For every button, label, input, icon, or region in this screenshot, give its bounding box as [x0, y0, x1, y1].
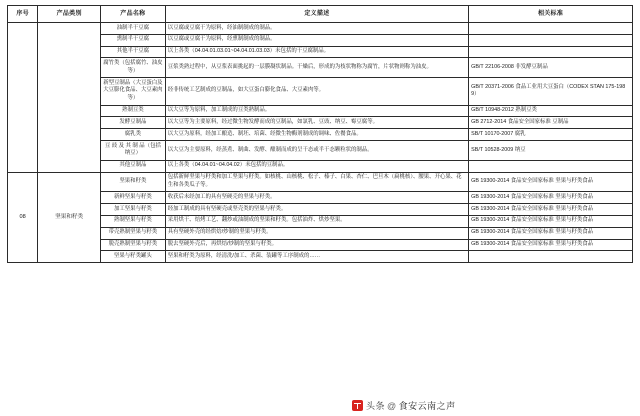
row-definition: 以大豆为主要原料，经蒸煮、制曲、发酵、酿制而成的呈干态或半干态颗粒状的制品。: [165, 141, 468, 161]
row-standard: GB 19300-2014 食品安全国家标准 坚果与籽类食品: [469, 204, 633, 216]
row-definition: 以上各类（04.04.01~04.04.02）未包括的豆制品。: [165, 160, 468, 172]
table-header-row: [8, 6, 633, 23]
row-definition: 以大豆等为主要原料，经过微生物发酵而成的豆制品，如氯乳、豆豉、纳豆、霉豆腐等。: [165, 117, 468, 129]
row-name: 豆 豉 及 其 制 品（包括纳豆）: [101, 141, 166, 161]
row-definition: 坚果和籽类为原料，经清洗/加工、杀菌、装罐等工序制成的……: [165, 251, 468, 263]
toutiao-watermark: [352, 399, 456, 412]
row-standard: GB 19300-2014 食品安全国家标准 坚果与籽类食品: [469, 239, 633, 251]
header-category: 产品类别: [38, 6, 101, 23]
row-seq: 08: [8, 172, 38, 263]
row-name: 坚果和籽类: [101, 172, 166, 192]
row-definition: 经加工制成的具有坚硬壳或坚壳类的坚果与籽类。: [165, 204, 468, 216]
table-row: [8, 251, 633, 263]
food-category-table: [7, 5, 633, 263]
row-definition: 脱去坚硬外壳后，再烘焙/炒制的坚果与籽类。: [165, 239, 468, 251]
row-name: 加工坚果与籽类: [101, 204, 166, 216]
table-row: [8, 117, 633, 129]
header-standard: 相关标准: [469, 6, 633, 23]
row-category: [38, 23, 101, 173]
row-standard: GB 19300-2014 食品安全国家标准 坚果与籽类食品: [469, 215, 633, 227]
table-row: [8, 141, 633, 161]
row-definition: 以豆腐或豆腐干为原料，经熏制制成的制品。: [165, 34, 468, 46]
row-name: 坚果与籽类罐头: [101, 251, 166, 263]
watermark-separator: @: [387, 400, 397, 411]
table-row: [8, 204, 633, 216]
row-name: 其他豆制品: [101, 160, 166, 172]
table-row: [8, 46, 633, 58]
table-row: [8, 105, 633, 117]
header-name: 产品名称: [101, 6, 166, 23]
row-name: 脱壳熟制坚果与籽类: [101, 239, 166, 251]
row-definition: 包括新鲜坚果与籽类和加工坚果与籽类。如核桃、山核桃、松子、榛子、白果、杏仁、巴旦木（扁桃核）、腰果、开心果、花生和各类瓜子等。: [165, 172, 468, 192]
row-standard: GB 19300-2014 食品安全国家标准 坚果与籽类食品: [469, 172, 633, 192]
table-row: [8, 160, 633, 172]
table-row: [8, 192, 633, 204]
row-name: 其他半干豆腐: [101, 46, 166, 58]
row-standard: GB/T 20371-2006 食品工业用大豆蛋白（CODEX STAN 175-1989）: [469, 78, 633, 105]
row-standard: [469, 23, 633, 35]
row-definition: 收获后未经加工的具有坚硬壳的坚果与籽类。: [165, 192, 468, 204]
watermark-platform: 头条: [366, 401, 386, 411]
toutiao-logo-icon: [352, 400, 363, 411]
row-standard: SB/T 10170-2007 腐乳: [469, 129, 633, 141]
row-name: 新鲜坚果与籽类: [101, 192, 166, 204]
row-definition: 以大豆为原料，经加工酿造、制坯、培菌、经微生物酶剂制成的调味、佐餐食品。: [165, 129, 468, 141]
row-name: 带壳熟制坚果与籽类: [101, 227, 166, 239]
table-row: [8, 227, 633, 239]
row-definition: 具有坚硬外壳的经烘焙/炒制的坚果与籽类。: [165, 227, 468, 239]
row-standard: GB 19300-2014 食品安全国家标准 坚果与籽类食品: [469, 192, 633, 204]
row-standard: [469, 46, 633, 58]
table-row: [8, 129, 633, 141]
row-standard: GB/T 22106-2008 非发酵豆制品: [469, 58, 633, 78]
row-name: 油制半干豆腐: [101, 23, 166, 35]
row-name: 熏制半干豆腐: [101, 34, 166, 46]
row-name: 腐竹类（包括腐竹、油皮等）: [101, 58, 166, 78]
row-standard: GB/T 10948-2012 熟制豆类: [469, 105, 633, 117]
row-standard: GB 2712-2014 食品安全国家标准 豆制品: [469, 117, 633, 129]
table-row: [8, 34, 633, 46]
row-seq: [8, 23, 38, 173]
row-name: 新型豆制品（大豆蛋白及大豆膨化食品、大豆素肉等）: [101, 78, 166, 105]
row-name: 熟制坚果与籽类: [101, 215, 166, 227]
row-standard: GB 19300-2014 食品安全国家标准 坚果与籽类食品: [469, 227, 633, 239]
row-name: 腐乳类: [101, 129, 166, 141]
table-body: [8, 6, 633, 263]
table-row: [8, 78, 633, 105]
table-row: [8, 215, 633, 227]
row-name: 熟制豆类: [101, 105, 166, 117]
row-standard: [469, 34, 633, 46]
table-row: [8, 58, 633, 78]
table-row: [8, 239, 633, 251]
row-standard: SB/T 10528-2009 纳豆: [469, 141, 633, 161]
row-name: 发酵豆制品: [101, 117, 166, 129]
row-definition: 经非传统工艺制成的豆制品，如大豆蛋白膨化食品、大豆素肉等。: [165, 78, 468, 105]
row-definition: 以豆腐或豆腐干为原料，经油制制成的制品。: [165, 23, 468, 35]
table-row: [8, 172, 633, 192]
watermark-footer: [0, 390, 640, 416]
row-category: 坚果和籽类: [38, 172, 101, 263]
row-definition: 豆浆类熟过程中，从豆浆表面挑起的一层膜凝状制品。干燥后，形成的为枝状物称为腐竹，片状物则称为油皮。: [165, 58, 468, 78]
header-definition: 定义描述: [165, 6, 468, 23]
watermark-account: 食安云南之声: [398, 401, 456, 411]
row-definition: 采用烘干、焙烤工艺、翻炒或油制成的坚果和籽类。包括油炸、烘炒坚果。: [165, 215, 468, 227]
row-definition: 以大豆等为原料，加工制成的豆类熟制品。: [165, 105, 468, 117]
row-standard: [469, 251, 633, 263]
row-standard: [469, 160, 633, 172]
table-row: [8, 23, 633, 35]
header-seq: 序号: [8, 6, 38, 23]
row-definition: 以上各类（04.04.01.03.01~04.04.01.03.03）未包括的干豆腐制品。: [165, 46, 468, 58]
